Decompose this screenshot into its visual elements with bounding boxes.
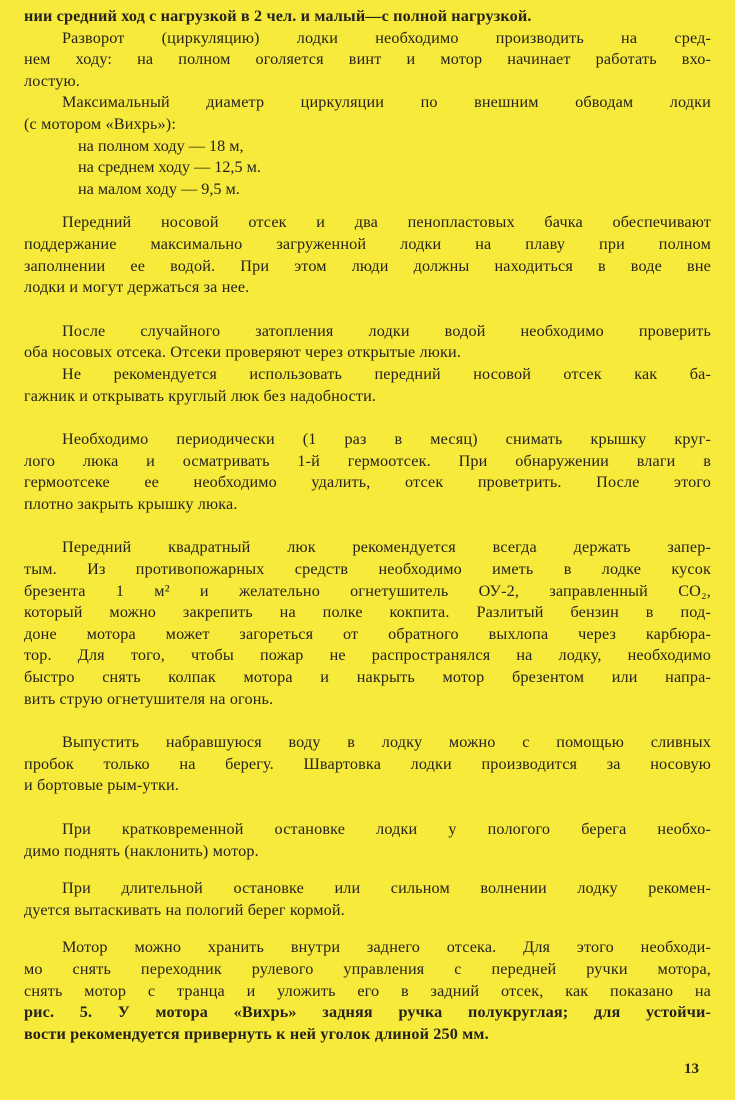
paragraph-gap [24, 299, 711, 321]
text-line: лостую. [24, 71, 80, 90]
paragraph [24, 6, 711, 28]
text-line: После случайного затопления лодки водой необходимо проверить [62, 321, 711, 340]
text-line: рис. 5. У мотора «Вихрь» задняя ручка полукруглая; для устойчи- [24, 1003, 711, 1022]
paragraph-gap [24, 921, 711, 937]
paragraph [24, 92, 711, 135]
paragraph [24, 878, 711, 921]
text-line: и бортовые рым-утки. [24, 776, 179, 795]
text-line: Необходимо периодически (1 раз в месяц) снимать крышку круг- [62, 430, 711, 449]
paragraph-gap [24, 200, 711, 212]
text-line: заполнении ее водой. При этом люди должны находиться в воде вне [24, 256, 711, 275]
text-line: Не рекомендуется использовать передний носовой отсек как ба- [62, 364, 711, 383]
paragraph-gap [24, 862, 711, 878]
text-line: лого люка и осматривать 1-й гермоотсек. При обнаружении влаги в [24, 451, 711, 470]
text-line: гермоотсеке ее необходимо удалить, отсек проветрить. После этого [24, 473, 711, 492]
text-line: брезента 1 м² и желательно огнетушитель ОУ-2, заправленный CO₂, [24, 581, 711, 600]
text-line: тор. Для того, чтобы пожар не распространялся на лодку, необходимо [24, 646, 711, 665]
text-line: Максимальный диаметр циркуляции по внешним обводам лодки [62, 93, 711, 112]
text-line: вости рекомендуется привернуть к ней уголок длиной 250 мм. [24, 1024, 489, 1043]
paragraph [24, 321, 711, 407]
list-item: на малом ходу — 9,5 м. [78, 179, 240, 198]
document-body [24, 6, 711, 1045]
text-line: доне мотора может загореться от обратного выхлопа через карбюра- [24, 624, 711, 643]
page-number: 13 [684, 1061, 699, 1077]
paragraph [24, 819, 711, 862]
paragraph-gap [24, 710, 711, 732]
list-item: на полном ходу — 18 м, [78, 136, 244, 155]
paragraph [24, 732, 711, 797]
text-line: поддержание максимально загруженной лодки на плаву при полном [24, 234, 711, 253]
text-line: дуется вытаскивать на пологий берег кормой. [24, 900, 345, 919]
text-line: пробок только на берегу. Швартовка лодки производится за носовую [24, 754, 711, 773]
paragraph [24, 537, 711, 710]
text-line: При длительной остановке или сильном волнении лодку рекомен- [62, 879, 711, 898]
paragraph [24, 429, 711, 515]
paragraph [24, 28, 711, 93]
text-line: Передний квадратный люк рекомендуется всегда держать запер- [62, 538, 711, 557]
text-line: тым. Из противопожарных средств необходимо иметь в лодке кусок [24, 560, 711, 579]
text-line: быстро снять колпак мотора и накрыть мотор брезентом или напра- [24, 668, 711, 687]
speed-list [24, 136, 711, 201]
text-line: (с мотором «Вихрь»): [24, 114, 176, 133]
text-line: снять мотор с транца и уложить его в задний отсек, как показано на [24, 981, 711, 1000]
paragraph-gap [24, 797, 711, 819]
text-line: Разворот (циркуляцию) лодки необходимо производить на сред- [62, 28, 711, 47]
text-line: лодки и могут держаться за нее. [24, 278, 250, 297]
paragraph [24, 937, 711, 1045]
text-line: Передний носовой отсек и два пенопластовых бачка обеспечивают [62, 213, 711, 232]
text-line: оба носовых отсека. Отсеки проверяют через открытые люки. [24, 343, 462, 362]
text-line: плотно закрыть крышку люка. [24, 494, 238, 513]
paragraph-gap [24, 407, 711, 429]
text-line: При кратковременной остановке лодки у пологого берега необхо- [62, 820, 711, 838]
list-item: на среднем ходу — 12,5 м. [78, 158, 261, 177]
text-line: который можно закрепить на полке кокпита. Разлитый бензин в под- [24, 603, 711, 622]
text-line: Мотор можно хранить внутри заднего отсека. Для этого необходи- [62, 938, 711, 957]
text-line: мо снять переходник рулевого управления с передней ручки мотора, [24, 959, 711, 978]
paragraph [24, 212, 711, 298]
text-line: Выпустить набравшуюся воду в лодку можно с помощью сливных [62, 733, 711, 752]
paragraph-gap [24, 515, 711, 537]
text-line: нии средний ход с нагрузкой в 2 чел. и малый—с полной нагрузкой. [24, 7, 532, 25]
text-line: нем ходу: на полном оголяется винт и мотор начинает работать вхо- [24, 50, 711, 69]
text-line: димо поднять (наклонить) мотор. [24, 841, 259, 860]
text-line: вить струю огнетушителя на огонь. [24, 689, 274, 708]
text-line: гажник и открывать круглый люк без надобности. [24, 386, 377, 405]
